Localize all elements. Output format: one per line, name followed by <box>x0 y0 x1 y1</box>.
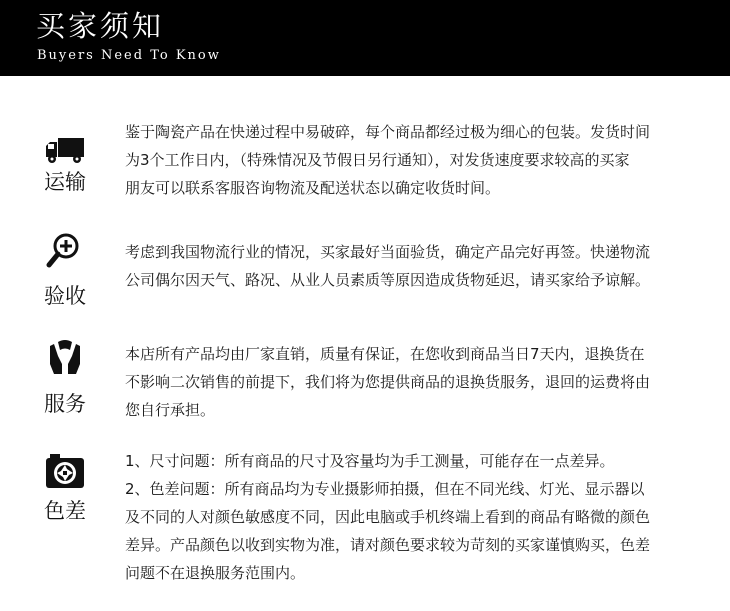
text-line: 您自行承担。 <box>125 401 216 419</box>
page-subtitle: Buyers Need To Know <box>37 48 221 63</box>
header-bar <box>0 0 730 76</box>
text-line: 不影响二次销售的前提下，我们将为您提供商品的退换货服务，退回的运费将由 <box>125 373 651 391</box>
magnifier-plus-icon <box>44 232 86 270</box>
section-label: 服务 <box>44 392 86 416</box>
camera-icon <box>44 452 86 490</box>
truck-icon <box>44 132 86 170</box>
section-body <box>125 447 695 587</box>
text-line: 2、色差问题：所有商品均为专业摄影师拍摄，但在不同光线、灯光、显示器以 <box>125 480 645 498</box>
section-label: 色差 <box>44 499 86 523</box>
text-line: 问题不在退换服务范围内。 <box>125 564 306 582</box>
section-body <box>125 118 695 202</box>
text-line: 及不同的人对颜色敏感度不同，因此电脑或手机终端上看到的商品有略微的颜色 <box>125 508 651 526</box>
text-line: 考虑到我国物流行业的情况，买家最好当面验货，确定产品完好再签。快递物流 <box>125 243 651 261</box>
section-body <box>125 238 695 294</box>
text-line: 差异。产品颜色以收到实物为准，请对颜色要求较为苛刻的买家谨慎购买，色差 <box>125 536 651 554</box>
text-line: 本店所有产品均由厂家直销，质量有保证，在您收到商品当日7天内，退换货在 <box>125 345 645 363</box>
section-label: 运输 <box>44 170 86 194</box>
section-body <box>125 340 695 424</box>
hands-icon <box>44 338 86 376</box>
text-line: 为3个工作日内，（特殊情况及节假日另行通知），对发货速度要求较高的买家 <box>125 151 630 169</box>
section-label: 验收 <box>44 284 86 308</box>
text-line: 公司偶尔因天气、路况、从业人员素质等原因造成货物延迟，请买家给予谅解。 <box>125 271 651 289</box>
text-line: 1、尺寸问题：所有商品的尺寸及容量均为手工测量，可能存在一点差异。 <box>125 452 615 470</box>
page-title: 买家须知 <box>36 9 165 43</box>
text-line: 鉴于陶瓷产品在快递过程中易破碎，每个商品都经过极为细心的包装。发货时间 <box>125 123 651 141</box>
text-line: 朋友可以联系客服咨询物流及配送状态以确定收货时间。 <box>125 179 501 197</box>
